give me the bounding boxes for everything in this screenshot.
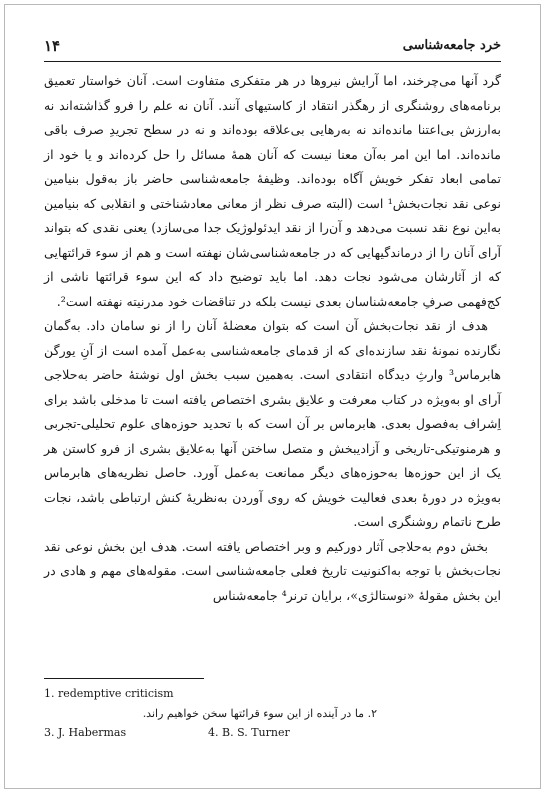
footnote-1: 1. redemptive criticism: [44, 687, 174, 700]
footnote-3: 3. J. Habermas: [44, 726, 127, 739]
running-title: خرد جامعه‌شناسی: [402, 38, 501, 53]
paragraph-1: گرد آنها می‌چرخند، اما آرایش نیروها در هر متفکری متفاوت است. آنان خواستار تعمیق برنامه‌های روشنگری از رهگذر انتقاد از کاستیهای آنند. آنان نه علم را فرو گذاشته‌اند نه به‌ارزش بی‌اعتنا مانده‌اند نه به‌رهایی بی‌علاقه بوده‌اند و نه در سطح تجریدِ صرف باقی مانده‌اند. اما این امر به‌آن معنا نیست که آنان همهٔ مسائل را حل کرده‌اند و یا خود از تمامی ابعاد تفکر خویش آگاه بوده‌اند. وظیفهٔ جامعه‌شناسی حاضر باز به‌قول بنیامین نوعی نقد نجات‌بخش¹ است (البته صرف نظر از معانی معادشناختی و انقلابی که بنیامین به‌این نوع نقد نسبت می‌دهد و آن‌را از نقد ایدئولوژیک جدا می‌سازد) یعنی نقدی که بتواند آرای آنان را از درماندگیهایی که در جامعه‌شناسی‌شان نهفته است و هم از سوء قرائتهایی که از آثارشان می‌شود نجات دهد. اما باید توضیح داد که این سوء قرائتها ناشی از کج‌فهمی صرفِ جامعه‌شناسان بعدی نیست بلکه در تناقضات خود مدرنیته نهفته است².: [44, 73, 501, 309]
header-rule: [44, 61, 501, 62]
paragraph-3: بخش دوم به‌حلاجی آثار دورکیم و وبر اختصاص یافته است. هدف این بخش نوعی نقد نجات‌بخش با توجه به‌اکنونیت تاریخ فعلی جامعه‌شناسی است. مقوله‌های مهم و هادی در این بخش مقولهٔ «نوستالژی»، برایان ترنر⁴ جامعه‌شناس: [44, 538, 501, 603]
footnote-rule: [44, 678, 204, 679]
body-text: [44, 69, 501, 608]
page-header: [44, 37, 501, 59]
footnote-2: ۲. ما در آینده از این سوء قرائتها سخن خواهیم راند.: [142, 707, 377, 720]
footnote-4: 4. B. S. Turner: [208, 726, 290, 739]
paragraph-2: هدف از نقد نجات‌بخش آن است که بتوان معضلهٔ آنان را از نو سامان داد. به‌گمان نگارنده نمونهٔ نقد سازنده‌ای که از قدمای جامعه‌شناسی به‌عمل آمده است از آنِ یورگن هابرماس³ وارثِ دیدگاه انتقادی است. به‌همین سبب بخش اول نوشتهٔ حاضر به‌حلاجی آرای او به‌ویژه در کتاب معرفت و علایق بشری اختصاص یافته است تا مدخلی باشد برای اِشراف به‌فصول بعدی. هابرماس بر آن است که با تحدید حوزه‌های علوم تحلیلی-تجربی و هرمنوتیکی-تاریخی و آزادیبخش و متصل ساختن آنها به‌علایق بشری از فرو کاستن هر یک از این حوزه‌ها به‌حوزه‌های دیگر ممانعت به‌عمل آورد. حاصل نظریه‌های هابرماس به‌ویژه در دورهٔ بعدی فعالیت خویش که روی آوردن به‌نظریهٔ کنش ارتباطی باشد، نجات طرح ناتمام روشنگری است.: [44, 318, 501, 529]
page-number: ۱۴: [44, 37, 61, 55]
